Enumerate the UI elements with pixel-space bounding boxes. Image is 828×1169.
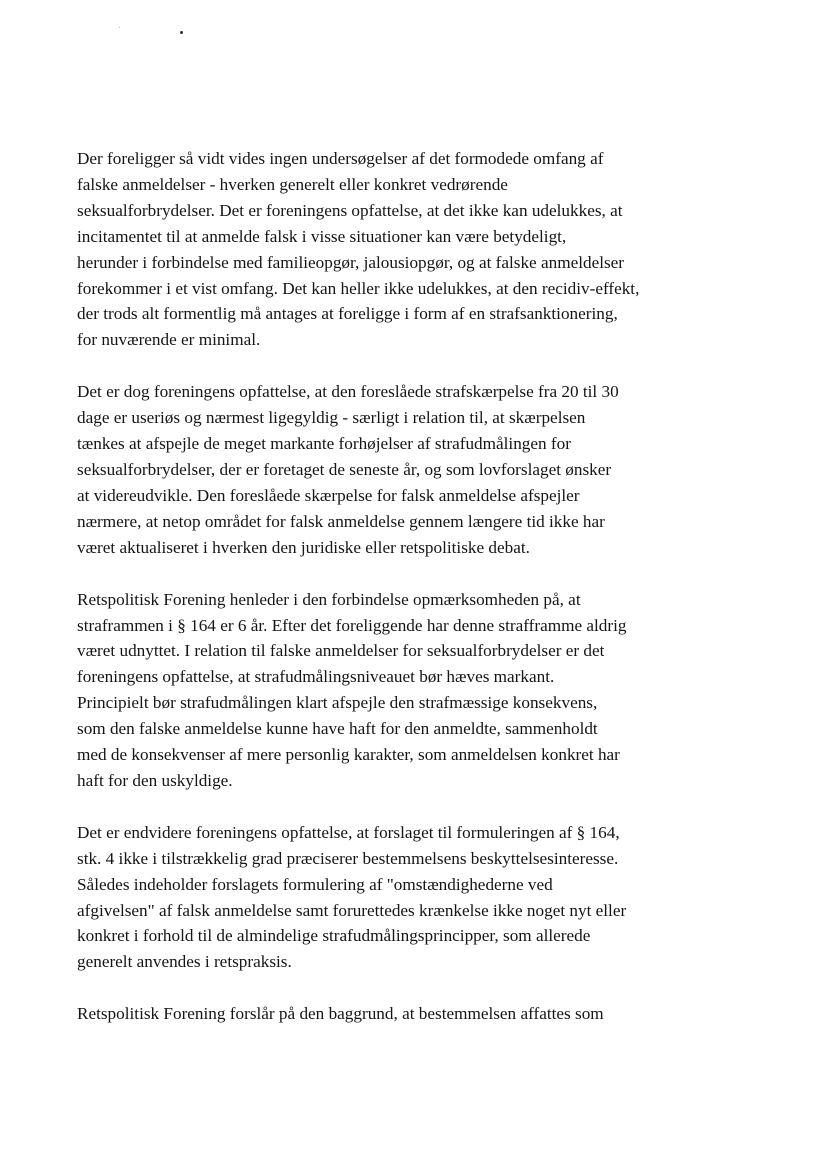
text-line: Retspolitisk Forening henleder i den forbindelse opmærksomheden på, at bbox=[77, 589, 581, 609]
text-line: stk. 4 ikke i tilstrækkelig grad præciserer bestemmelsens beskyttelsesinteresse. bbox=[77, 848, 619, 868]
text-line: generelt anvendes i retspraksis. bbox=[77, 952, 292, 972]
text-line: haft for den uskyldige. bbox=[77, 770, 233, 790]
text-line: forekommer i et vist omfang. Det kan heller ikke udelukkes, at den recidiv-effekt, bbox=[77, 278, 640, 298]
document-body bbox=[77, 146, 767, 1053]
text-line: seksualforbrydelser, der er foretaget de seneste år, og som lovforslaget ønsker bbox=[77, 459, 612, 479]
paragraph-proposed-penalty bbox=[77, 379, 767, 560]
text-line: nærmere, at netop området for falsk anmeldelse gennem længere tid ikke har bbox=[77, 511, 605, 531]
text-line: Der foreligger så vidt vides ingen undersøgelser af det formodede omfang af bbox=[77, 149, 604, 168]
paragraph-penalty-range bbox=[77, 587, 767, 794]
text-line: der trods alt formentlig må antages at foreligge i form af en strafsanktionering, bbox=[77, 304, 618, 324]
text-line: som den falske anmeldelse kunne have haft for den anmeldte, sammenholdt bbox=[77, 719, 598, 739]
text-line: at videreudvikle. Den foreslåede skærpelse for falsk anmeldelse afspejler bbox=[77, 485, 580, 505]
text-line: incitamentet til at anmelde falsk i visse situationer kan være betydeligt, bbox=[77, 226, 567, 246]
text-line: seksualforbrydelser. Det er foreningens opfattelse, at det ikke kan udelukkes, at bbox=[77, 200, 623, 220]
text-line: været udnyttet. I relation til falske anmeldelser for seksualforbrydelser er det bbox=[77, 641, 605, 661]
text-line: Således indeholder forslagets formulering af "omstændighederne ved bbox=[77, 874, 553, 894]
text-line: konkret i forhold til de almindelige strafudmålingsprincipper, som allerede bbox=[77, 926, 591, 946]
text-line: afgivelsen" af falsk anmeldelse samt forurettedes krænkelse ikke noget nyt eller bbox=[77, 900, 627, 920]
text-line: Principielt bør strafudmålingen klart afspejle den strafmæssige konsekvens, bbox=[77, 693, 598, 713]
text-line: dage er useriøs og nærmest ligegyldig - særligt i relation til, at skærpelsen bbox=[77, 408, 586, 428]
text-line: været aktualiseret i hverken den juridiske eller retspolitiske debat. bbox=[77, 537, 530, 557]
paragraph-proposal bbox=[77, 1001, 767, 1027]
scan-speck bbox=[180, 31, 183, 34]
paragraph-false-reports-scope bbox=[77, 146, 767, 353]
text-line: for nuværende er minimal. bbox=[77, 330, 261, 350]
scan-speck bbox=[119, 27, 120, 28]
text-line: Det er dog foreningens opfattelse, at den foreslåede strafskærpelse fra 20 til 30 bbox=[77, 382, 619, 402]
text-line: Det er endvidere foreningens opfattelse, at forslaget til formuleringen af § 164, bbox=[77, 822, 620, 842]
text-line: tænkes at afspejle de meget markante forhøjelser af strafudmålingen for bbox=[77, 434, 571, 454]
text-line: foreningens opfattelse, at strafudmålingsniveauet bør hæves markant. bbox=[77, 667, 555, 687]
text-line: falske anmeldelser - hverken generelt eller konkret vedrørende bbox=[77, 174, 508, 194]
text-line: herunder i forbindelse med familieopgør, jalousiopgør, og at falske anmeldelser bbox=[77, 252, 625, 272]
paragraph-formulation bbox=[77, 820, 767, 975]
text-line: med de konsekvenser af mere personlig karakter, som anmeldelsen konkret har bbox=[77, 745, 620, 765]
text-line: straframmen i § 164 er 6 år. Efter det foreliggende har denne strafframme aldrig bbox=[77, 615, 627, 635]
text-line: Retspolitisk Forening forslår på den baggrund, at bestemmelsen affattes som bbox=[77, 1004, 604, 1024]
